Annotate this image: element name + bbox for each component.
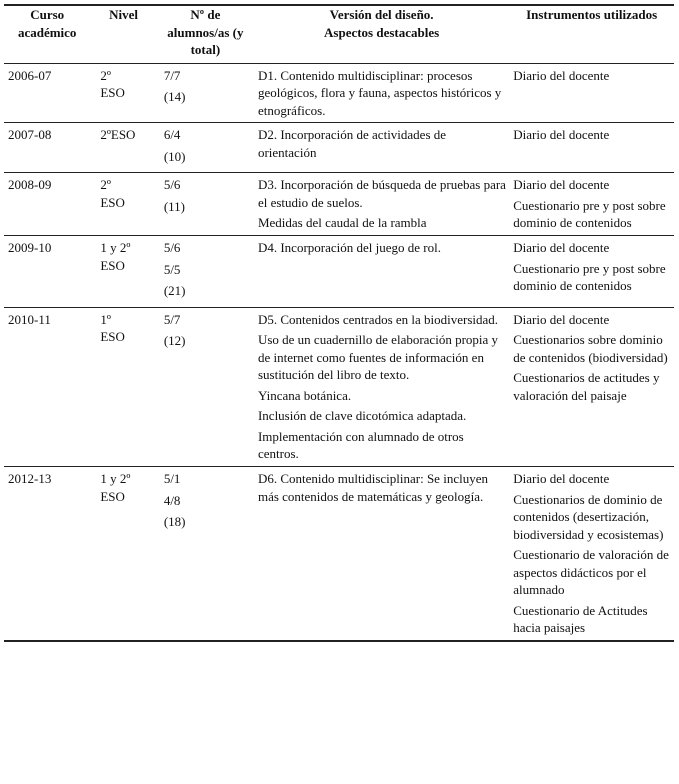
alumnos-line: 5/6 [163, 240, 181, 256]
nivel-line: ESO [100, 85, 125, 101]
cell-alumnos [157, 63, 254, 123]
instrumento-item: Cuestionario de valoración de aspectos didácticos por el alumnado [513, 547, 669, 598]
version-paragraph: D4. Incorporación del juego de rol. [257, 240, 441, 256]
alumnos-line: (14) [163, 89, 186, 105]
cell-nivel [90, 63, 156, 123]
nivel-line: ESO [100, 329, 125, 345]
instrumento-item: Diario del docente [513, 240, 610, 256]
header-version [254, 5, 509, 63]
instrumento-item: Diario del docente [513, 127, 610, 143]
alumnos-line: 7/7 [163, 67, 181, 83]
header-row [4, 5, 674, 63]
cell-nivel [90, 236, 156, 308]
cell-nivel [90, 307, 156, 466]
instrumento-item: Diario del docente [513, 177, 610, 193]
nivel-line: 1 y 2º [100, 240, 131, 256]
cell-instrumentos [509, 63, 674, 123]
instrumento-item: Cuestionario de Actitudes hacia paisajes [513, 602, 648, 636]
nivel-line: 1 y 2º [100, 471, 131, 487]
header-nivel: Nivel [90, 5, 156, 63]
nivel-line: ESO [100, 488, 125, 504]
cell-version [254, 123, 509, 173]
cell-alumnos [157, 123, 254, 173]
cell-alumnos [157, 236, 254, 308]
version-paragraph: Inclusión de clave dicotómica adaptada. [257, 408, 467, 424]
nivel-line: 1º [100, 311, 111, 327]
cell-version [254, 236, 509, 308]
nivel-line: 2º [100, 67, 111, 83]
table-header [4, 5, 674, 63]
cell-alumnos [157, 173, 254, 236]
cell-curso: 2012-13 [4, 467, 90, 641]
version-paragraph: Medidas del caudal de la rambla [257, 215, 427, 231]
cell-curso: 2009-10 [4, 236, 90, 308]
cell-curso: 2007-08 [4, 123, 90, 173]
cell-curso: 2008-09 [4, 173, 90, 236]
cell-instrumentos [509, 173, 674, 236]
header-instrumentos [509, 5, 674, 63]
alumnos-line: 5/6 [163, 177, 181, 193]
version-paragraph: Uso de un cuadernillo de elaboración propia y de internet como fuentes de información en sustitución del libro de texto. [257, 332, 499, 383]
table-row [4, 307, 674, 466]
cell-version [254, 173, 509, 236]
table-row [4, 63, 674, 123]
alumnos-line: (12) [163, 333, 186, 349]
cell-version [254, 467, 509, 641]
header-version-line1: Versión del diseño. [329, 7, 434, 22]
version-paragraph: D6. Contenido multidisciplinar: Se incluyen más contenidos de matemáticas y geología. [257, 471, 488, 504]
cell-instrumentos [509, 307, 674, 466]
cell-nivel [90, 173, 156, 236]
instrumento-item: Cuestionarios de actitudes y valoración del paisaje [513, 370, 660, 403]
cell-alumnos [157, 307, 254, 466]
cell-version [254, 307, 509, 466]
instrumento-item: Cuestionarios sobre dominio de contenidos (biodiversidad) [513, 332, 668, 365]
cell-instrumentos [509, 467, 674, 641]
header-instrumentos-label: Instrumentos utilizados [526, 7, 658, 22]
cell-alumnos [157, 467, 254, 641]
table-row [4, 236, 674, 308]
table-row [4, 123, 674, 173]
table-row [4, 467, 674, 641]
alumnos-line: 5/1 [163, 471, 181, 487]
cell-version [254, 63, 509, 123]
version-paragraph: D5. Contenidos centrados en la biodiversidad. [257, 311, 499, 327]
table-body [4, 63, 674, 641]
alumnos-line: (10) [163, 148, 186, 164]
alumnos-line: (11) [163, 198, 185, 214]
instrumento-item: Cuestionario pre y post sobre dominio de contenidos [513, 260, 666, 294]
alumnos-line: 5/5 [163, 261, 181, 277]
alumnos-line: 6/4 [163, 127, 181, 143]
instrumento-item: Diario del docente [513, 471, 610, 487]
nivel-line: ESO [100, 257, 125, 273]
cell-instrumentos [509, 123, 674, 173]
table-row [4, 173, 674, 236]
version-paragraph: Implementación con alumnado de otros centros. [257, 428, 464, 462]
design-versions-table [4, 4, 674, 642]
instrumento-item: Cuestionarios de dominio de contenidos (desertización, biodiversidad y ecosistemas) [513, 491, 664, 542]
header-version-line2: Aspectos destacables [324, 24, 440, 40]
cell-curso: 2006-07 [4, 63, 90, 123]
version-paragraph: D1. Contenido multidisciplinar: procesos geológicos, flora y fauna, aspectos históricos y etnográficos. [257, 67, 502, 118]
cell-nivel [90, 467, 156, 641]
cell-curso: 2010-11 [4, 307, 90, 466]
instrumento-item: Diario del docente [513, 67, 610, 83]
header-alumnos: Nº de alumnos/as (y total) [157, 5, 254, 63]
version-paragraph: D2. Incorporación de actividades de orientación [257, 127, 447, 160]
nivel-line: 2º [100, 177, 111, 193]
instrumento-item: Diario del docente [513, 311, 610, 327]
header-curso: Curso académico [4, 5, 90, 63]
nivel-line: ESO [100, 194, 125, 210]
alumnos-line: (21) [163, 283, 186, 299]
instrumento-item: Cuestionario pre y post sobre dominio de contenidos [513, 197, 666, 231]
nivel-line: 2ºESO [100, 127, 136, 143]
cell-instrumentos [509, 236, 674, 308]
alumnos-line: (18) [163, 514, 186, 530]
alumnos-line: 4/8 [163, 492, 181, 508]
version-paragraph: D3. Incorporación de búsqueda de pruebas para el estudio de suelos. [257, 177, 506, 210]
cell-nivel [90, 123, 156, 173]
version-paragraph: Yincana botánica. [257, 387, 352, 403]
alumnos-line: 5/7 [163, 311, 181, 327]
